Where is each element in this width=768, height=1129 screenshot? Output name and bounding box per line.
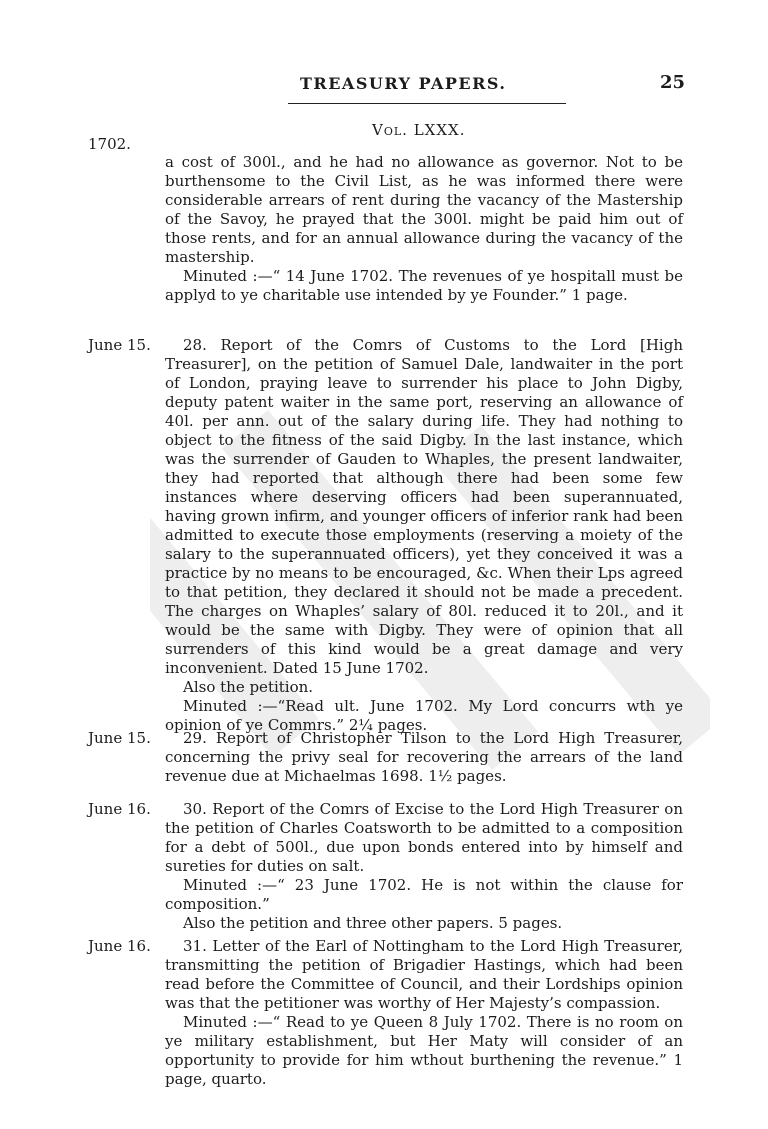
entry-27-minuted: Minuted :—“ 14 June 1702. The revenues of ye hospitall must be applyd to ye charitable use intended by ye Founder.” 1 page.	[165, 267, 683, 304]
entry-31-date: June 16.	[88, 937, 151, 955]
entry-28-also: Also the petition.	[183, 678, 314, 696]
entry-28-date: June 15.	[88, 336, 151, 354]
entry-30-also: Also the petition and three other papers. 5 pages.	[183, 914, 563, 932]
entry-27-text: a cost of 300l., and he had no allowance as governor. Not to be burthensome to the Civil List, as he was informed there were considerable arrears of rent during the vacancy of the Mastership of the Savoy, he prayed that the 300l. might be paid him out of those rents, and for an annual allowance during the vacancy of the mastership.	[165, 153, 683, 266]
header-rule	[288, 103, 566, 104]
entry-31-minuted: Minuted :—“ Read to ye Queen 8 July 1702. There is no room on ye military establishment, but Her Maty will consider of an opportunity to provide for him wthout burthening the revenue.” 1 page, quarto.	[165, 1013, 683, 1088]
entry-29-date: June 15.	[88, 729, 151, 747]
entry-30	[165, 800, 683, 933]
entry-30-minuted: Minuted :—“ 23 June 1702. He is not within the clause for composition.”	[165, 876, 683, 913]
entry-29-text: 29. Report of Christopher Tilson to the Lord High Treasurer, concerning the privy seal for recovering the arrears of the land revenue due at Michaelmas 1698. 1½ pages.	[165, 729, 683, 785]
entry-30-date: June 16.	[88, 800, 151, 818]
volume-heading: Vol. LXXX.	[372, 121, 466, 139]
entry-28-minuted: Minuted :—“Read ult. June 1702. My Lord concurrs wth ye opinion of ye Commrs.” 2¼ pages.	[165, 697, 683, 734]
entry-28	[165, 336, 683, 735]
entry-27	[165, 153, 683, 305]
page-number: 25	[660, 72, 686, 93]
entry-30-text: 30. Report of the Comrs of Excise to the Lord High Treasurer on the petition of Charles Coatsworth to be admitted to a composition for a debt of 500l., due upon bonds entered into by himself and sureties for duties on salt.	[165, 800, 683, 875]
entry-29	[165, 729, 683, 786]
running-title: TREASURY PAPERS.	[300, 74, 507, 93]
margin-year: 1702.	[88, 135, 131, 153]
entry-28-text: 28. Report of the Comrs of Customs to the Lord [High Treasurer], on the petition of Samuel Dale, landwaiter in the port of London, praying leave to surrender his place to John Digby, deputy patent waiter in the same port, reserving an allowance of 40l. per ann. out of the salary during life. They had nothing to object to the fitness of the said Digby. In the last instance, which was the surrender of Gauden to Whaples, the present landwaiter, they had reported that although there had been some few instances where deserving officers had been superannuated, having grown infirm, and younger officers of inferior rank had been admitted to execute those employments (reserving a moiety of the salary to the superannuated officers), yet they conceived it was a practice by no means to be encouraged, &c. When their Lps agreed to that petition, they declared it should not be made a precedent. The charges on Whaples’ salary of 80l. reduced it to 20l., and it would be the same with Digby. They were of opinion that all surrenders of this kind would be a great damage and very inconvenient. Dated 15 June 1702.	[165, 336, 683, 677]
entry-31-text: 31. Letter of the Earl of Nottingham to the Lord High Treasurer, transmitting the petition of Brigadier Hastings, which had been read before the Committee of Council, and their Lordships opinion was that the petitioner was worthy of Her Majesty’s compassion.	[165, 937, 683, 1012]
entry-31	[165, 937, 683, 1089]
